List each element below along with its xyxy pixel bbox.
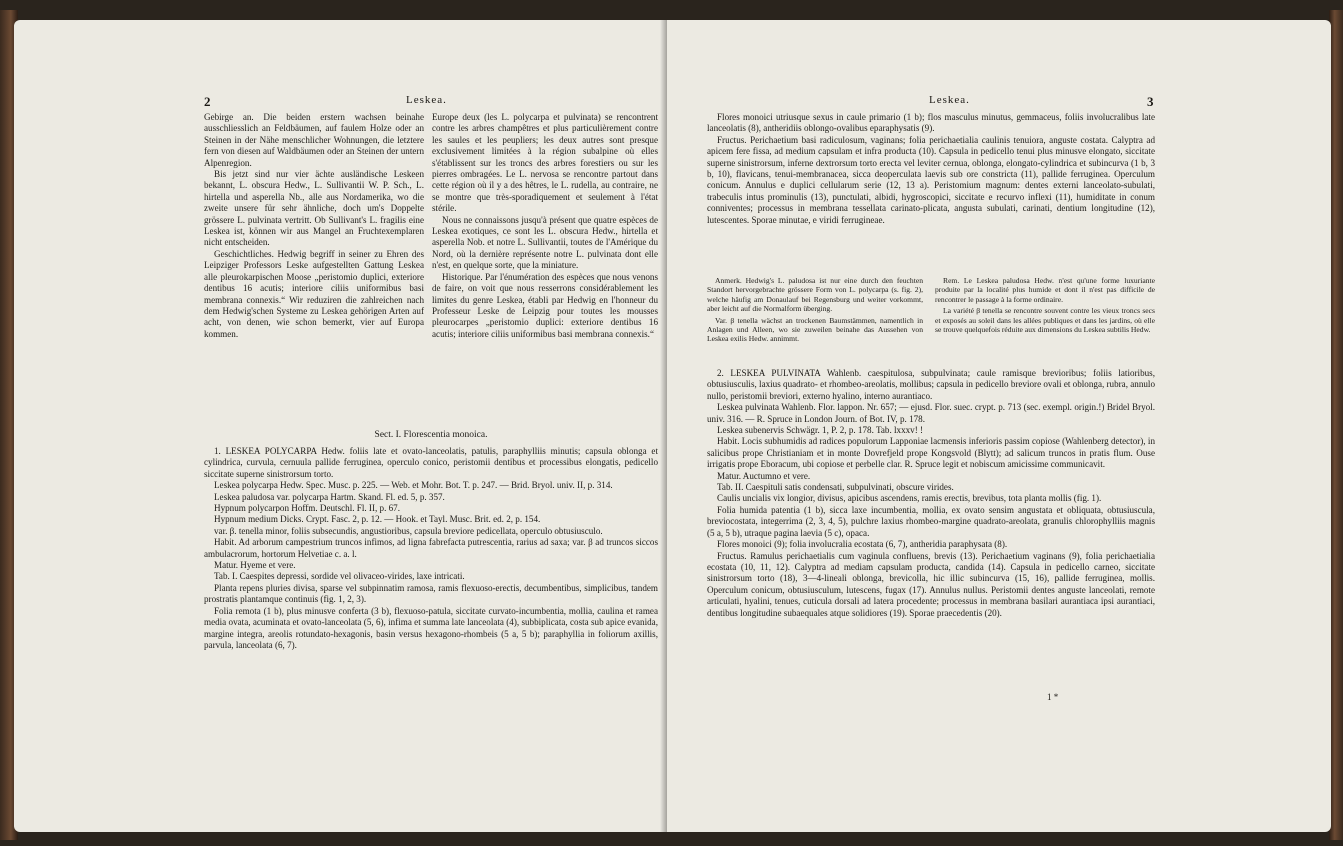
synonym-line: Leskea polycarpa Hedw. Spec. Musc. p. 225. — Web. et Mohr. Bot. T. p. 247. — Brid. Bryol. univ. II, p. 314. bbox=[214, 480, 613, 491]
paragraph: Bis jetzt sind nur vier ächte ausländische Leskeen bekannt, L. obscura Hedw., L. Sullivantii W. P. Sch., L. hirtella und asperella Nb., alle aus Nordamerika, wo die zweite unsere für sehr ähnliche, doch um's Doppelte grössere L. pulvinata vertritt. Ob Sullivant's L. fragilis eine Leskea ist, können wir aus Mangel an Fruchtexemplaren nicht entscheiden. bbox=[204, 169, 424, 248]
plate-line: Tab. II. Caespituli satis condensati, subpulvinati, obscure virides. bbox=[717, 482, 954, 493]
synonym-line: Leskea paludosa var. polycarpa Hartm. Skand. Fl. ed. 5, p. 357. bbox=[214, 491, 445, 502]
paragraph: Nous ne connaissons jusqu'à présent que quatre espèces de Leskea exotiques, ce sont les L. obscura Hedw., hirtella et asperella Nob. et notre L. Sullivantii, toutes de l'Amérique du Nord, où la dernière représente notre L. pulvinata dont elle n'est, en quelque sorte, que la miniature. bbox=[432, 214, 658, 271]
note-paragraph: Rem. Le Leskea paludosa Hedw. n'est qu'une forme luxuriante produite par la localité plus humide et dont il n'est pas difficile de rencontrer le passage à la forme ordinaire. bbox=[935, 276, 1155, 304]
right-page bbox=[667, 20, 1331, 832]
left-page bbox=[14, 20, 667, 832]
species-diagnosis: 2. LESKEA PULVINATA Wahlenb. caespitulosa, subpulvinata; caule ramisque brevioribus; foliis latioribus, obtusiusculis, laxius quadrato- et rhombeo-areolatis, mollibus; capsula in pedicello breviore ovali et oblonga, rubra, annulo nullo, peristomii breviori, externo hyalino, interno aurantiaco. bbox=[707, 368, 1156, 401]
species-leskea-polycarpa bbox=[204, 446, 658, 651]
description-line: Caulis uncialis vix longior, divisus, apicibus ascendens, ramis erectis, brevibus, tota planta mollis (fig. 1). bbox=[717, 493, 1102, 504]
paragraph: Geschichtliches. Hedwig begriff in seiner zu Ehren des Leipziger Professors Leske aufgestellten Gattung Leskea alle pleurokarpischen Moose „peristomio duplici, exteriore dentibus 16 acutis; interiore ciliis uniformibus basi membrana connexis.“ Wir reduziren die zahlreichen nach dem Hedwig'schen Systeme zu Leskea gehörigen Arten auf acht, von denen, wie schon bemerkt, vier auf Europa kommen. bbox=[204, 248, 424, 339]
description-line: Fructus. Ramulus perichaetialis cum vaginula confluens, brevis (13). Perichaetium vaginans (9), folia perichaetialia ecostata (10, 11, 12). Calyptra ad mediam capsulam producta, candida (14). Capsula in pedicello carneo, siccitate sinistrorsum torto (18), 3—4-lineali oblonga, brevicolla, hic illic subincurva (15, 16), pallide ferruginea, mollis. Operculum conicum, obtusiusculum, lutescens, fugax (17). Annulus nullus. Peristomii dentes anguste lanceolati, remote articulati, hyalini, tenues, cuticula dorsali ad latera procedente; processus in membrana basilari aurantiaca ipsi aurantiaci, dentibus longitudine subaequales atque solidiores (19). Sporae praecedentis (20). bbox=[707, 550, 1155, 618]
synonym-line: Leskea pulvinata Wahlenb. Flor. lappon. Nr. 657; — ejusd. Flor. suec. crypt. p. 713 (sec. exempl. origin.!) Bridel Bryol. univ. 316. — R. Spruce in London Journ. of Bot. IV, p. 178. bbox=[707, 402, 1155, 424]
note-paragraph: Var. β tenella wächst an trockenen Baumstämmen, namentlich in Anlagen und Alleen, wo sie zuweilen beinahe das Aussehen von Leskea exilis Hedw. annimmt. bbox=[707, 315, 923, 344]
paragraph: Gebirge an. Die beiden erstern wachsen beinahe ausschliesslich an Feldbäumen, auf faulem Holze oder an Steinen in der Nähe menschlicher Wohnungen, die letztere fern von diesen auf Waldbäumen oder an Steinen der untern Alpenregion. bbox=[204, 112, 424, 168]
paragraph: Flores monoici utriusque sexus in caule primario (1 b); flos masculus minutus, gemmaceus, foliis involucralibus late lanceolatis (8), antheridiis oblongo-ovalibus eparaphysatis (9). bbox=[707, 112, 1155, 134]
right-page-intro bbox=[707, 112, 1155, 226]
page-number-right: 3 bbox=[1147, 94, 1154, 109]
species-leskea-pulvinata bbox=[707, 368, 1155, 619]
note-paragraph: La variété β tenella se rencontre souvent contre les vieux troncs secs et exposés au soleil dans les allées publiques et dans les jardins, où elle se trouve quelquefois réduite aux dimensions du Leskea subtilis Hedw. bbox=[935, 306, 1155, 335]
description-line: Flores monoici (9); folia involucralia ecostata (6, 7), antheridia paraphysata (8). bbox=[717, 539, 1008, 550]
section-title: Sect. I. Florescentia monoica. bbox=[374, 430, 488, 440]
synonym-line: Hypnum medium Dicks. Crypt. Fasc. 2, p. 12. — Hook. et Tayl. Musc. Brit. ed. 2, p. 154. bbox=[214, 514, 541, 525]
left-page-german-column bbox=[204, 112, 424, 340]
variety-line: var. β. tenella minor, foliis subsecundis, angustioribus, capsula breviore pedicellata, operculo obtusiusculo. bbox=[214, 525, 603, 536]
habitat-line: Habit. Locis subhumidis ad radices populorum Lapponiae lacmensis inferioris passim copiose (Wahlenberg detector), in salicibus prope Christianiam et in monte Dovrefjeld prope Kongsvold (Blytt); ad salicum truncos in pratis flum. Ouse irrigatis prope Eboracum, ubi copiose et perbelle clar. R. Spruce legit et nobiscum amicissime communicavit. bbox=[707, 436, 1155, 470]
left-page-french-column bbox=[432, 112, 658, 340]
note-paragraph: Anmerk. Hedwig's L. paludosa ist nur eine durch den feuchten Standort hervorgebrachte grössere Form von L. polycarpa (s. fig. 2), welche häufig am Donaulauf bei Regensburg und weiter vorkommt, aber leicht auf die Normalform überging. bbox=[707, 276, 923, 314]
description-line: Planta repens pluries divisa, sparse vel subpinnatim ramosa, ramis flexuoso-erectis, decumbentibus, simplicibus, tandem prostratis plantamque continuis (fig. 1, 2, 3). bbox=[204, 582, 658, 605]
running-head-right: Leskea. bbox=[929, 94, 970, 106]
description-line: Folia humida patentia (1 b), sicca laxe incumbentia, mollia, ex ovato sensim angustata et obliquata, obtusiuscula, breviocostata, integerrima (2, 3, 4, 5), pulchre laxius rhombeo-margine quadrato-areolata, granulis chlorophylliis magnis (5 a, 5 b), utraque pagina laevia (5 c), opaca. bbox=[707, 504, 1155, 538]
species-diagnosis: 1. LESKEA POLYCARPA Hedw. foliis late et ovato-lanceolatis, patulis, paraphylliis minutis; capsula oblonga et cylindrica, curvula, cernuula pallide ferruginea, operculo conico, peristomii dentibus et processibus elongatis, pedicello siccitate superne sinistrorsum torto. bbox=[204, 446, 658, 479]
page-number-left: 2 bbox=[204, 94, 211, 109]
paragraph: Fructus. Perichaetium basi radiculosum, vaginans; folia perichaetialia caulinis tenuiora, anguste costata. Calyptra ad apicem fere fissa, ad medium capsulam et infra producta (10). Capsula in pedicello tenui plus minusve elongato, siccitate superne sinistrorsum, inferne dextrorsum torto erecta vel leviter cernua, oblonga, elongato-cylindrica et subincurva (1 b, 3 b, 10), flavicans, tenui-membranacea, sicca deoperculata laevis sub ore constricta (11), pallide ferruginea. Operculum conicum. Annulus e duplici cellularum serie (12, 13 a). Peristomium magnum: dentes externi lanceolato-subulati, trabeculis intus prominulis (13), punctulati, albidi, hygroscopici, siccitate e recurvo inflexi (11), humiditate in conum conniventes; processus in membrana tessellata carinato-plicata, angusta subulati, carinati, dentium longitudine (12), lutescentes. Sporae minutae, e viridi ferrugineae. bbox=[707, 134, 1155, 225]
synonym-line: Hypnum polycarpon Hoffm. Deutschl. Fl. II, p. 67. bbox=[214, 503, 400, 514]
german-notes bbox=[707, 276, 923, 346]
maturity-line: Matur. Hyeme et vere. bbox=[214, 560, 296, 571]
synonym-line: Leskea subenervis Schwägr. 1, P. 2, p. 178. Tab. lxxxv! ! bbox=[717, 425, 924, 436]
book-edge-right bbox=[1329, 10, 1343, 840]
paragraph: Europe deux (les L. polycarpa et pulvinata) se rencontrent contre les arbres champêtres et plus particulièrement contre les saules et les peupliers; les deux autres sont presque exclusivement limitées à la région subalpine où elles s'établissent sur les troncs des arbres forestiers ou sur les pierres ombragées. Le L. nervosa se rencontre partout dans cette région où il y a des hêtres, le L. rudella, au contraire, ne se montre que très-sporadiquement et seulement à l'état stérile. bbox=[432, 112, 658, 214]
signature-mark: 1 * bbox=[1047, 692, 1059, 702]
running-head-left: Leskea. bbox=[406, 94, 447, 106]
description-line: Folia remota (1 b), plus minusve conferta (3 b), flexuoso-patula, siccitate curvato-incumbentia, mollia, caulina et ramea media ovata, acuminata et ovato-lanceolata (5, 6), infima et summa late lanceolata (4), subbiplicata, costa sub apice evanida, margine integra, areolis rotundato-hexagonis, basin versus hexagono-rhombeis (5 a, 5 b); paraphyllia in foliorum axillis, parvula, lanceolata (6, 7). bbox=[204, 605, 658, 650]
paragraph: Historique. Par l'énumération des espèces que nous venons de faire, on voit que nous resserrons considérablement les limites du genre Leskea, établi par Hedwig en l'honneur du Professeur Leske de Leipzig pour toutes les mousses pleurocarpes „peristomio duplici: exteriore dentibus 16 acutis; interiore ciliis uniformibus basi membrana connexis.“ bbox=[432, 271, 658, 339]
french-notes bbox=[935, 276, 1155, 336]
maturity-line: Matur. Auctumno et vere. bbox=[717, 470, 811, 481]
plate-line: Tab. I. Caespites depressi, sordide vel olivaceo-virides, laxe intricati. bbox=[214, 571, 465, 582]
habitat-line: Habit. Ad arborum campestrium truncos infimos, ad ligna fabrefacta putrescentia, rarius ad saxa; var. β ad truncos siccos ambulacrorum, hortorum Helvetiae c. a. l. bbox=[204, 537, 658, 559]
